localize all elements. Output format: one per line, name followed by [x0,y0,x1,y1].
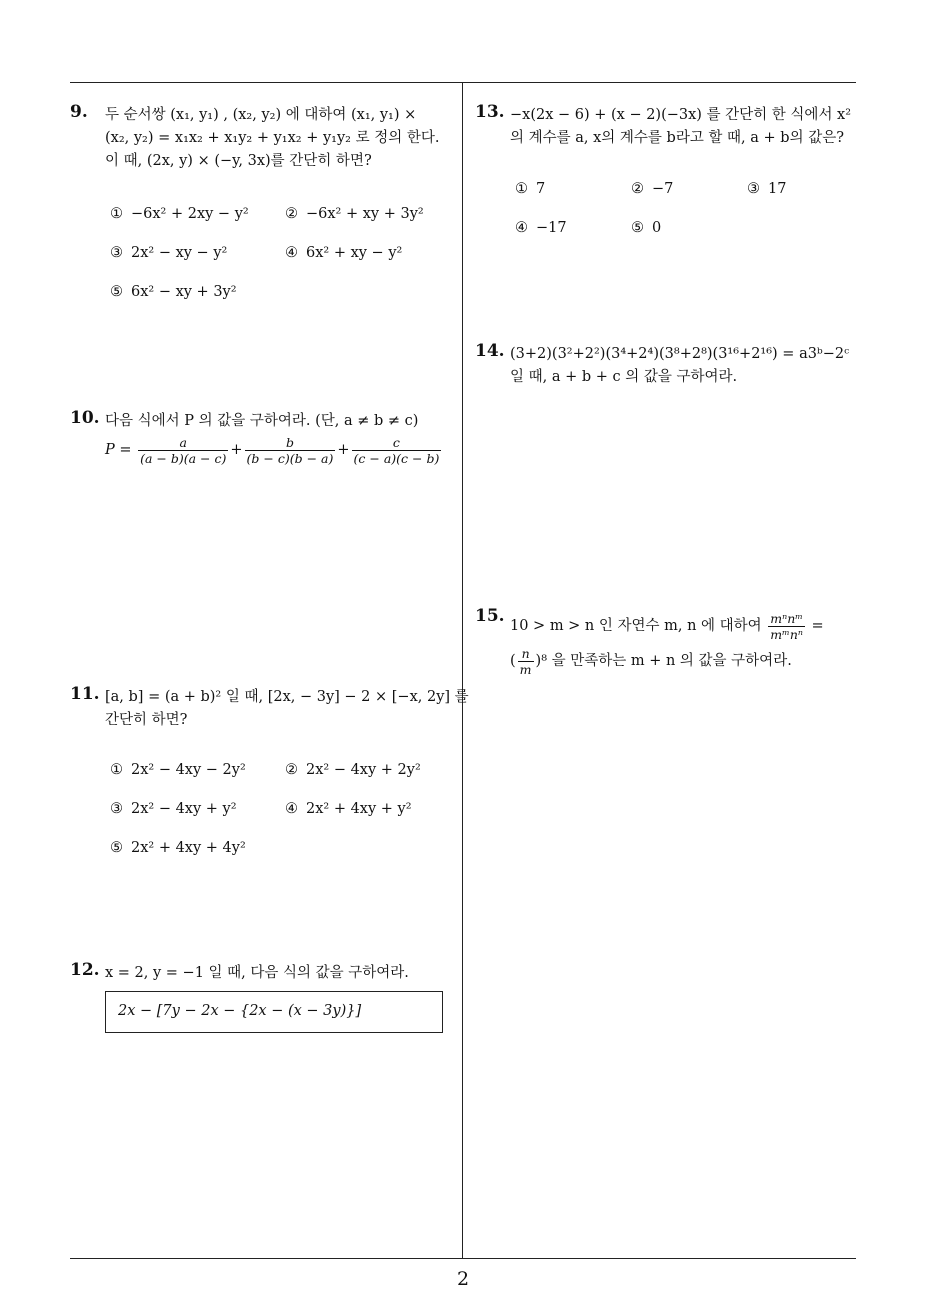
problem-text-line: 의 계수를 a, x의 계수를 b라고 할 때, a + b의 값은? [510,130,844,146]
problem-text-line: (3+2)(3²+2²)(3⁴+2⁴)(3⁸+2⁸)(3¹⁶+2¹⁶) = a3ᵇ−2ᶜ [510,346,850,362]
problem-number: 14. [475,341,505,361]
problem-text-line: 이 때, (2x, y) × (−y, 3x)를 간단히 하면? [105,153,372,169]
problem-number: 12. [70,960,100,980]
choice-2[interactable]: ② −7 [631,181,674,197]
choice-2[interactable]: ② 2x² − 4xy + 2y² [285,762,421,778]
problem-text-line: x = 2, y = −1 일 때, 다음 식의 값을 구하여라. [105,965,409,981]
choice-5[interactable]: ⑤ 2x² + 4xy + 4y² [110,840,246,856]
choice-4[interactable]: ④ 6x² + xy − y² [285,245,403,261]
problem-number: 11. [70,684,100,704]
problem-text-line: 다음 식에서 P 의 값을 구하여라. (단, a ≠ b ≠ c) [105,413,419,429]
choice-3[interactable]: ③ 17 [747,181,787,197]
choice-5[interactable]: ⑤ 6x² − xy + 3y² [110,284,237,300]
problem-text-line: [a, b] = (a + b)² 일 때, [2x, − 3y] − 2 × [−x, 2y] 를 [105,689,469,705]
choice-1[interactable]: ① −6x² + 2xy − y² [110,206,249,222]
problem-text-line: ( $\frac{n}{m}$ )⁸ 을 만족하는 m + n 의 값을 구하여라. [510,645,792,677]
problem-text-line: 두 순서쌍 (x₁, y₁) , (x₂, y₂) 에 대하여 (x₁, y₁) × [105,107,417,123]
problem-text-line: 일 때, a + b + c 의 값을 구하여라. [510,369,738,385]
problem-11 [70,684,469,856]
problem-12 [70,962,460,985]
choice-1[interactable]: ① 7 [515,181,546,197]
problem-text-line: 간단히 하면? [105,712,188,728]
problem-15 [475,608,860,678]
fraction: $\frac{b}{(b - c)(b - a)}$ [246,434,334,466]
problem-number: 10. [70,408,100,428]
choice-1[interactable]: ① 2x² − 4xy − 2y² [110,762,246,778]
fraction: $\frac{n}{m}$ [519,645,532,677]
fraction: $\frac{c}{(c - a)(c - b)}$ [353,434,440,466]
problem-10 [70,410,460,467]
problem-14 [475,343,860,389]
page-number: 2 [456,1268,470,1290]
choice-4[interactable]: ④ 2x² + 4xy + y² [285,801,412,817]
problem-number: 15. [475,606,505,626]
problem-text-line: −x(2x − 6) + (x − 2)(−3x) 를 간단히 한 식에서 x² [510,107,852,123]
choice-4[interactable]: ④ −17 [515,220,567,236]
problem-number: 13. [475,102,505,122]
choice-2[interactable]: ② −6x² + xy + 3y² [285,206,424,222]
problem-text-line: (x₂, y₂) = x₁x₂ + x₁y₂ + y₁x₂ + y₁y₂ 로 정의 한다. [105,130,440,146]
problem-9 [70,102,460,300]
top-rule [70,82,856,83]
fraction: $\frac{a}{(a - b)(a - c)}$ [140,434,227,466]
fraction-expression: P = $\frac{a}{(a - b)(a - c)}$ + $\frac{b}{(b - c)(b - a)}$ + $\frac{c}{(c - a)(c - b)}$ [105,434,440,466]
problem-text-line: 10 > m > n 인 자연수 m, n 에 대하여 $\frac{\text{mⁿnᵐ}}{\text{mᵐnⁿ}}$ = [510,610,824,642]
problem-number: 9. [70,102,88,122]
boxed-expression: 2x − [7y − 2x − {2x − (x − 3y)}] [105,991,443,1033]
fraction: $\frac{\text{mⁿnᵐ}}{\text{mᵐnⁿ}}$ [770,610,803,642]
choice-5[interactable]: ⑤ 0 [631,220,662,236]
choice-3[interactable]: ③ 2x² − xy − y² [110,245,228,261]
bottom-rule [70,1258,856,1259]
choice-3[interactable]: ③ 2x² − 4xy + y² [110,801,237,817]
problem-13 [475,102,860,236]
column-divider [462,83,463,1258]
